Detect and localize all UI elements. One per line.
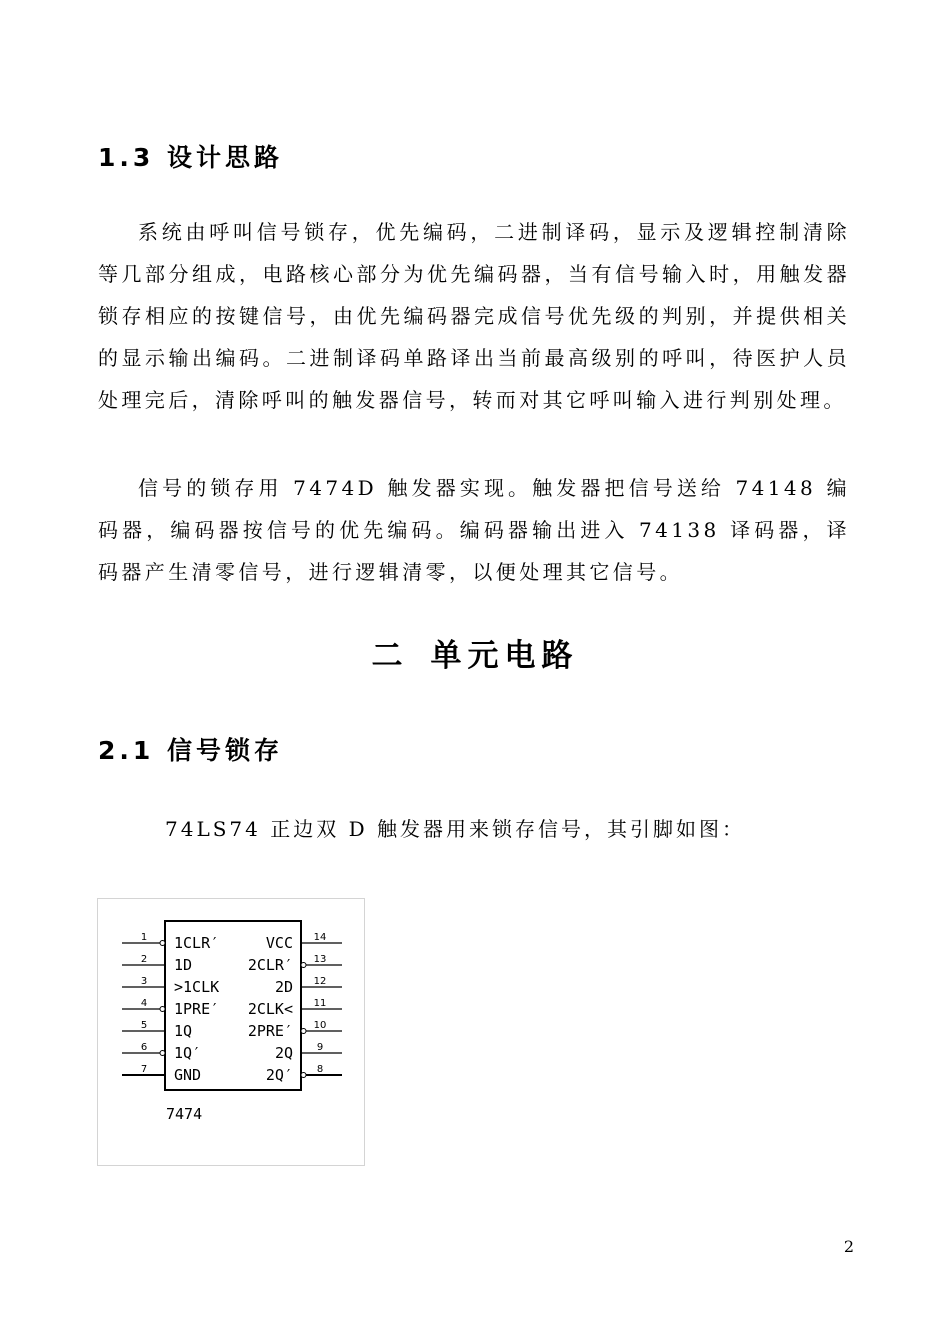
right-pin-number: 12 [313, 976, 327, 987]
chip-part-label: 7474 [166, 1105, 203, 1123]
chapter-heading [0, 630, 950, 675]
chapter-number: 二 [371, 638, 409, 674]
right-pin-number: 14 [313, 932, 327, 943]
left-pin-label: 1Q′ [174, 1044, 202, 1062]
right-pin-label: 2Q [274, 1044, 293, 1062]
page-number: 2 [843, 1237, 854, 1256]
ic-pinout-figure [97, 898, 365, 1166]
left-pin-number: 6 [140, 1042, 148, 1053]
right-pin-number: 11 [313, 998, 327, 1009]
right-pin-label: 2Q′ [265, 1066, 293, 1084]
right-pin-bubble [301, 1029, 306, 1034]
left-pin-number: 5 [140, 1020, 148, 1031]
section-heading-1-3: 1.3 设计思路 [98, 143, 283, 172]
left-pin-number: 1 [140, 932, 148, 943]
chapter-title: 单元电路 [430, 638, 579, 674]
left-pin-label: 1CLR′ [174, 934, 220, 952]
left-pin-label: 1PRE′ [174, 1000, 220, 1018]
section-heading-2-1: 2.1 信号锁存 [98, 736, 283, 765]
left-pin-number: 3 [140, 976, 148, 987]
left-pin-label: GND [174, 1066, 202, 1084]
right-pin-bubble [301, 1073, 306, 1078]
paragraph-design-idea: 系统由呼叫信号锁存，优先编码，二进制译码，显示及逻辑控制清除等几部分组成，电路核心部分为优先编码器，当有信号输入时，用触发器锁存相应的按键信号，由优先编码器完成信号优先级的判别，并提供相关的显示输出编码。二进制译码单路译出当前最高级别的呼叫，待医护人员处理完后，清除呼叫的触发器信号，转而对其它呼叫输入进行判别处理。 [98, 220, 850, 412]
left-pin-number: 2 [140, 954, 148, 965]
left-pin-label: 1Q [174, 1022, 193, 1040]
right-pin-label: 2CLR′ [247, 956, 293, 974]
figure-caption: 74LS74 正边双 D 触发器用来锁存信号，其引脚如图： [165, 817, 745, 841]
left-pin-bubble [160, 1051, 165, 1056]
right-pin-label: VCC [265, 934, 293, 952]
left-pin-bubble [160, 941, 165, 946]
right-pin-number: 10 [313, 1020, 327, 1031]
left-pin-bubble [160, 1007, 165, 1012]
left-pin-label: >1CLK [174, 978, 220, 996]
paragraph-signal-latch: 信号的锁存用 7474D 触发器实现。触发器把信号送给 74148 编码器，编码器按信号的优先编码。编码器输出进入 74138 译码器，译码器产生清零信号，进行逻辑清零，以便处理其它信号。 [98, 476, 850, 584]
right-pin-number: 9 [316, 1042, 324, 1053]
left-pin-label: 1D [174, 956, 193, 974]
ic-7474-pinout-diagram [98, 899, 364, 1165]
left-pin-number: 7 [140, 1064, 148, 1075]
right-pin-number: 13 [313, 954, 327, 965]
right-pin-label: 2CLK< [247, 1000, 293, 1018]
right-pin-label: 2D [274, 978, 293, 996]
right-pin-number: 8 [316, 1064, 324, 1075]
right-pin-bubble [301, 963, 306, 968]
left-pin-number: 4 [140, 998, 148, 1009]
right-pin-label: 2PRE′ [247, 1022, 293, 1040]
